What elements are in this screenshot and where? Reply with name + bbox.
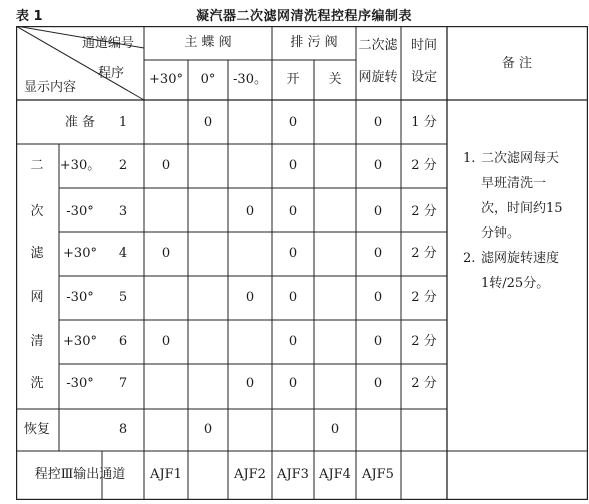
cell-close: 0 [330, 422, 340, 437]
cell-open: 0 [288, 334, 298, 349]
row-step: 4 [118, 246, 128, 261]
remarks-block [463, 146, 578, 296]
remark-line: 早班清洗一 [481, 176, 547, 191]
table-header [0, 4, 589, 26]
output-plus30: AJF1 [150, 467, 182, 482]
cell-open: 0 [288, 290, 298, 305]
row-angle: -30° [66, 376, 94, 391]
cell-time: 2 分 [411, 246, 437, 261]
row-step: 6 [118, 334, 128, 349]
row-step: 7 [118, 376, 128, 391]
cell-time: 2 分 [411, 376, 437, 391]
cell-open: 0 [288, 158, 298, 173]
row-angle: -30° [66, 290, 94, 305]
program-table [16, 26, 588, 500]
row-angle: +30° [63, 334, 97, 349]
remark-2 [463, 246, 578, 296]
output-open: AJF3 [277, 467, 309, 482]
header-channel-no: 通道编号 [82, 36, 135, 51]
group-char: 二 [30, 158, 44, 173]
row-step: 2 [118, 158, 128, 173]
cell-zero: 0 [203, 115, 213, 130]
remark-line: 1转/25分。 [481, 276, 550, 291]
row-step: 5 [118, 290, 128, 305]
remark-line: 二次滤网每天 [481, 151, 560, 166]
group-char: 次 [30, 204, 44, 219]
cell-minus30: 0 [245, 290, 255, 305]
cell-rotate: 0 [373, 115, 383, 130]
output-close: AJF4 [319, 467, 351, 482]
cell-rotate: 0 [373, 204, 383, 219]
header-time-line1: 时间 [410, 38, 438, 53]
group-char: 滤 [30, 246, 44, 261]
cell-plus30: 0 [161, 158, 171, 173]
cell-rotate: 0 [373, 376, 383, 391]
group-char: 网 [30, 290, 44, 305]
group-char: 洗 [30, 376, 44, 391]
row-angle: -30° [66, 204, 94, 219]
row-angle: +30° [63, 246, 97, 261]
header-main-plus30: +30° [149, 72, 183, 87]
row-step: 3 [118, 204, 128, 219]
table-number: 表 1 [16, 9, 43, 24]
cell-rotate: 0 [373, 334, 383, 349]
output-minus30: AJF2 [234, 467, 266, 482]
cell-zero: 0 [203, 422, 213, 437]
table-title: 凝汽器二次滤网清洗程控程序编制表 [196, 9, 413, 24]
remark-line: 分钟。 [481, 226, 521, 241]
header-program: 程序 [98, 66, 125, 81]
header-display: 显示内容 [24, 80, 77, 95]
row-prepare-name: 准 备 [64, 115, 96, 130]
cell-open: 0 [288, 115, 298, 130]
cell-rotate: 0 [373, 158, 383, 173]
remark-number: 2. [463, 251, 476, 266]
cell-time: 1 分 [411, 115, 437, 130]
group-char: 清 [30, 334, 44, 349]
header-drain-open: 开 [286, 72, 300, 87]
header-drain-close: 关 [328, 72, 342, 87]
output-row-label: 程控Ⅲ输出通道 [34, 467, 126, 482]
cell-plus30: 0 [161, 334, 171, 349]
remark-number: 1. [463, 151, 476, 166]
cell-plus30: 0 [161, 246, 171, 261]
header-main-zero: 0° [200, 72, 216, 87]
cell-time: 2 分 [411, 290, 437, 305]
header-main-valve: 主 蝶 阀 [184, 35, 232, 50]
row-angle: +30。 [59, 158, 101, 173]
cell-time: 2 分 [411, 334, 437, 349]
row-restore-name: 恢复 [23, 422, 51, 437]
row-step: 8 [118, 422, 128, 437]
cell-open: 0 [288, 376, 298, 391]
cell-minus30: 0 [245, 204, 255, 219]
remark-line: 次，时间约15 [481, 201, 563, 216]
cell-time: 2 分 [411, 158, 437, 173]
header-drain-valve: 排 污 阀 [290, 35, 338, 50]
remark-line: 滤网旋转速度 [481, 251, 560, 266]
cell-open: 0 [288, 204, 298, 219]
header-rotate-line2: 网旋转 [358, 70, 398, 85]
row-step: 1 [118, 115, 128, 130]
header-time-line2: 设定 [410, 70, 438, 85]
cell-minus30: 0 [245, 376, 255, 391]
cell-rotate: 0 [373, 290, 383, 305]
cell-rotate: 0 [373, 246, 383, 261]
remark-1 [463, 146, 578, 246]
header-remarks: 备 注 [501, 56, 533, 71]
header-main-minus30: -30。 [233, 72, 267, 87]
header-rotate-line1: 二次滤 [358, 38, 398, 53]
output-rotate: AJF5 [362, 467, 394, 482]
cell-time: 2 分 [411, 204, 437, 219]
cell-open: 0 [288, 246, 298, 261]
